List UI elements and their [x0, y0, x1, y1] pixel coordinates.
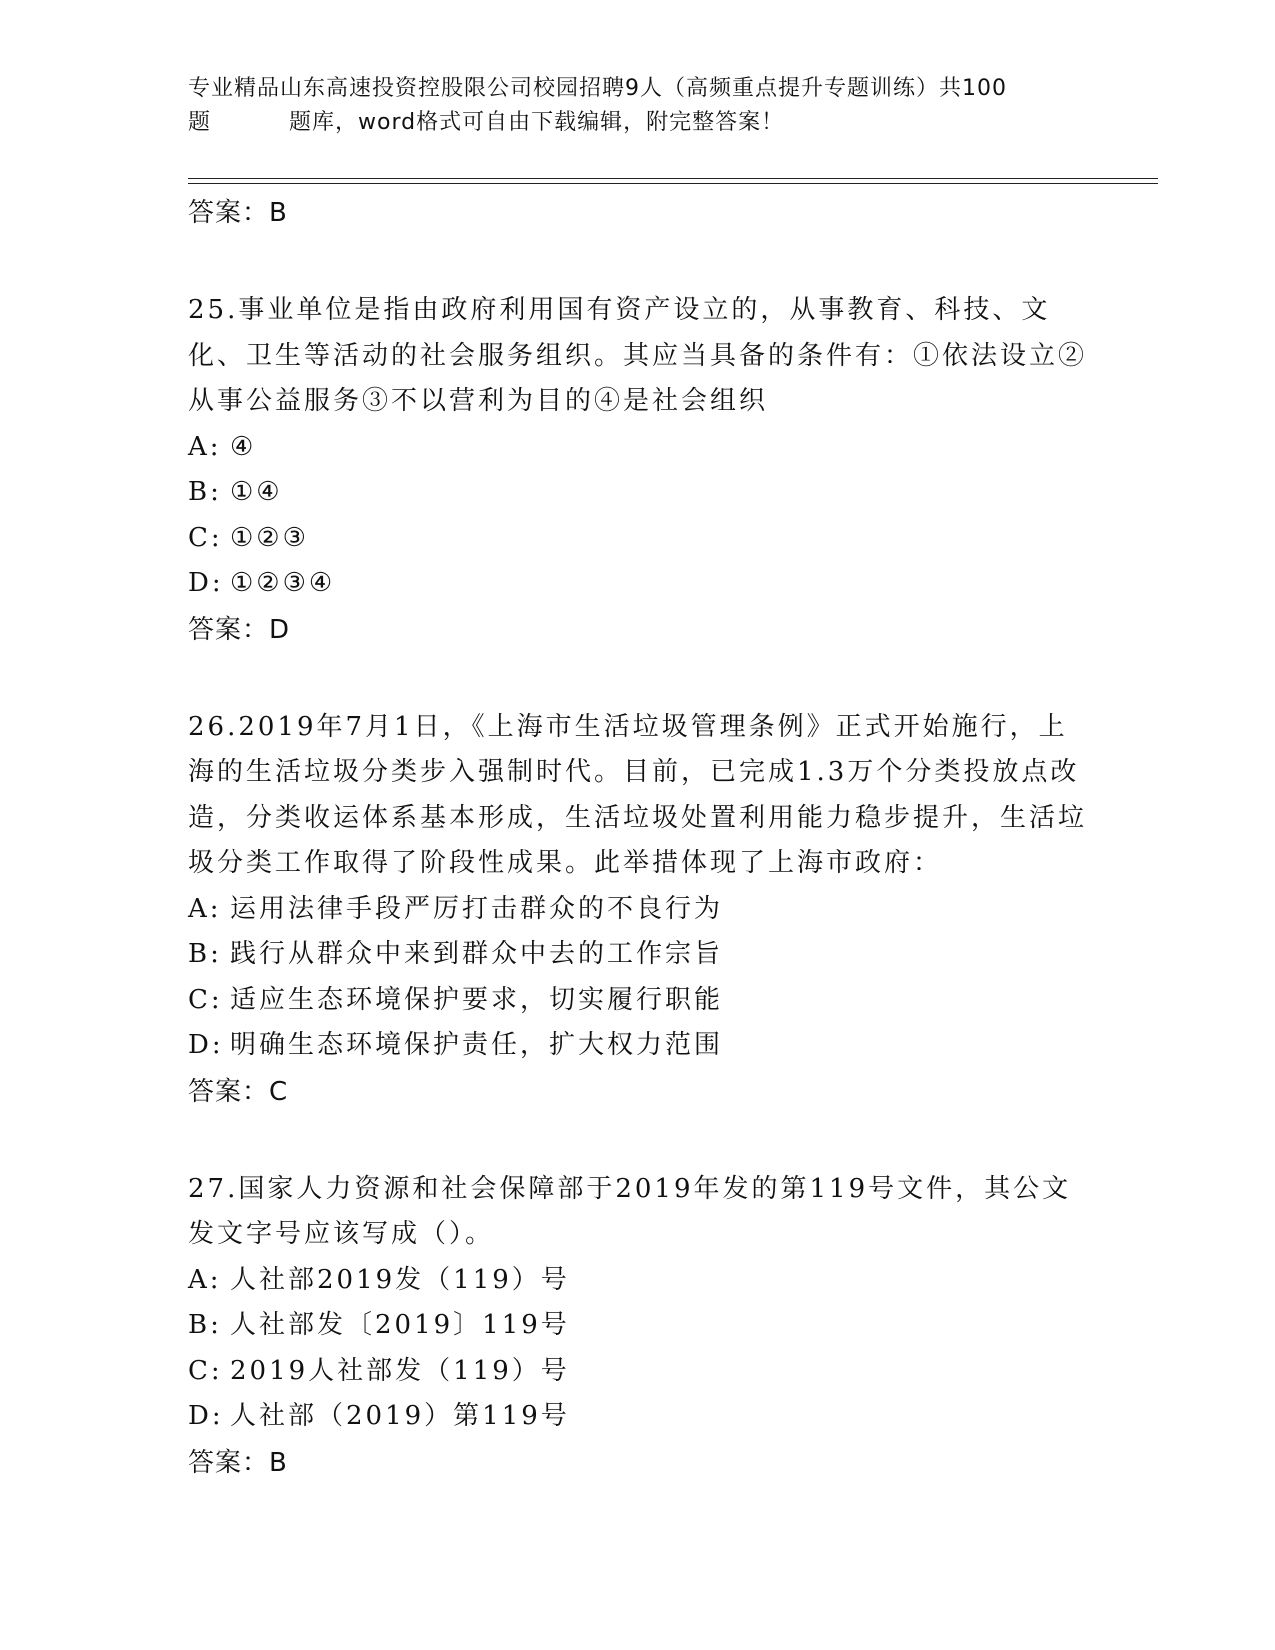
option-text: 适应生态环境保护要求，切实履行职能	[230, 984, 724, 1015]
question-answer: 答案：C	[188, 1076, 289, 1107]
page-header	[188, 72, 1088, 140]
document-body	[188, 190, 1088, 1486]
header-divider-bottom	[188, 183, 1158, 184]
option-text: 明确生态环境保护责任，扩大权力范围	[230, 1030, 724, 1060]
header-title-line-1: 专业精品山东高速投资控股限公司校园招聘9人（高频重点提升专题训练）共100	[188, 76, 1007, 101]
option-d	[188, 1023, 1088, 1069]
option-label: C:	[188, 522, 223, 553]
question-text: 26.2019年7月1日，《上海市生活垃圾管理条例》正式开始施行，上海的生活垃圾分类步入强制时代。目前，已完成1.3万个分类投放点改造，分类收运体系基本形成，生活垃圾处置利用能力稳步提升，生活垃圾分类工作取得了阶段性成果。此举措体现了上海市政府：	[188, 711, 1088, 878]
option-d	[188, 1394, 1088, 1440]
option-label: C:	[188, 1355, 223, 1386]
option-label: A:	[188, 431, 222, 462]
option-text: ①④	[230, 477, 283, 507]
option-text: ①②③④	[230, 568, 336, 598]
option-b	[188, 932, 1088, 978]
option-label: B:	[188, 1310, 222, 1340]
option-d	[188, 561, 1088, 607]
option-label: C:	[188, 984, 223, 1015]
option-text: 人社部2019发（119）号	[230, 1264, 570, 1295]
option-a	[188, 1258, 1088, 1304]
option-c	[188, 516, 1088, 562]
option-c	[188, 978, 1088, 1024]
option-label: B:	[188, 477, 222, 507]
option-text: 人社部发〔2019〕119号	[230, 1310, 570, 1340]
question-27	[188, 1167, 1088, 1486]
question-answer: 答案：D	[188, 614, 291, 645]
option-label: D:	[188, 568, 224, 598]
header-title-line-2	[188, 106, 1088, 140]
question-text: 25.事业单位是指由政府利用国有资产设立的，从事教育、科技、文化、卫生等活动的社会服务组织。其应当具备的条件有：①依法设立②从事公益服务③不以营利为目的④是社会组织	[188, 295, 1088, 416]
option-b	[188, 470, 1088, 516]
header-title-line-2-end: 题库，word格式可自由下载编辑，附完整答案！	[289, 110, 785, 135]
option-label: D:	[188, 1401, 224, 1431]
question-answer: 答案：B	[188, 1447, 288, 1478]
question-25	[188, 288, 1088, 653]
option-text: 人社部（2019）第119号	[230, 1401, 570, 1431]
option-text: 2019人社部发（119）号	[230, 1355, 570, 1386]
question-text: 27.国家人力资源和社会保障部于2019年发的第119号文件，其公文发文字号应该写成（）。	[188, 1173, 1072, 1249]
option-text: 践行从群众中来到群众中去的工作宗旨	[230, 939, 724, 969]
option-text: ④	[230, 431, 257, 462]
header-divider-top	[188, 178, 1158, 179]
option-a	[188, 887, 1088, 933]
option-c	[188, 1349, 1088, 1395]
option-label: A:	[188, 1264, 222, 1295]
option-label: A:	[188, 893, 222, 924]
option-a	[188, 425, 1088, 471]
option-b	[188, 1303, 1088, 1349]
option-label: D:	[188, 1030, 224, 1060]
option-text: ①②③	[230, 522, 309, 553]
option-label: B:	[188, 939, 222, 969]
option-text: 运用法律手段严厉打击群众的不良行为	[230, 893, 724, 924]
question-26	[188, 705, 1088, 1115]
header-title-line-2-start: 题	[188, 110, 212, 135]
previous-question-answer: 答案：B	[188, 198, 288, 228]
